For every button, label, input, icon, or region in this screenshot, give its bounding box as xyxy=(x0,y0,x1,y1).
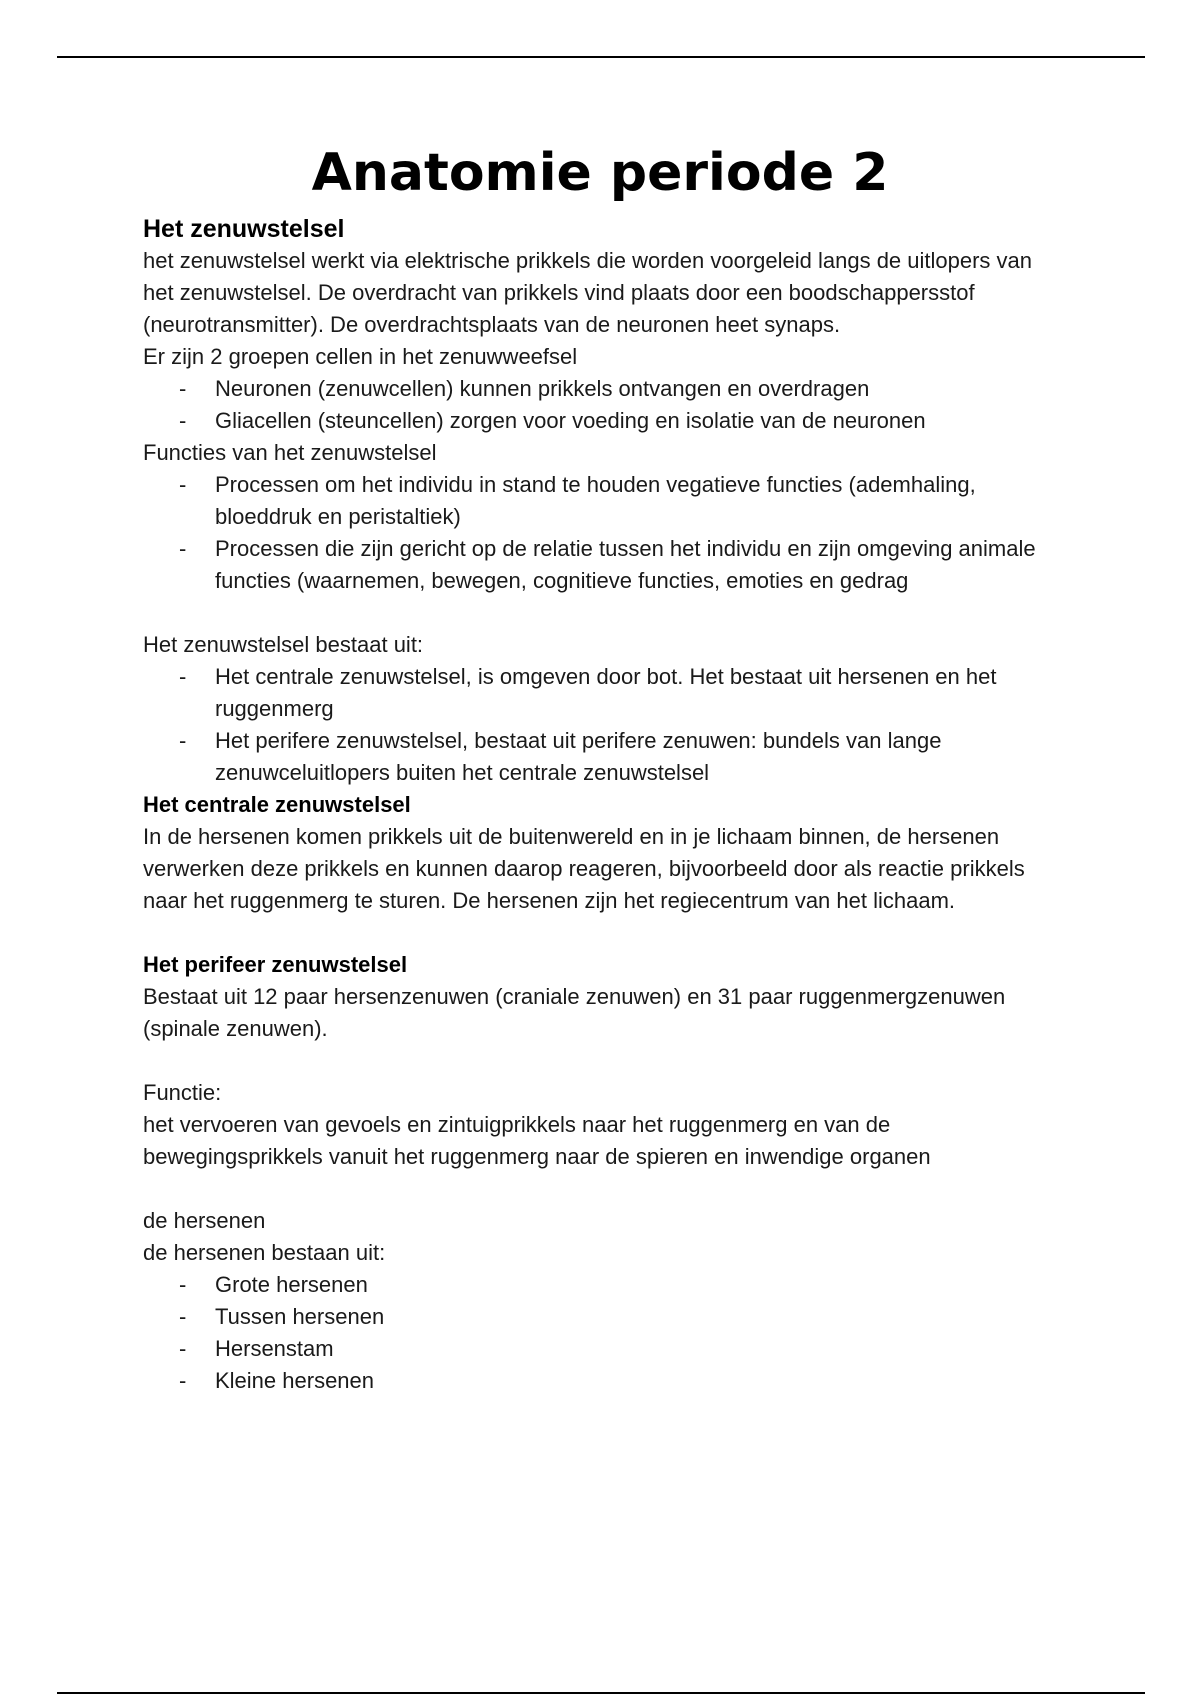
paragraph-hersenen-intro: de hersenen bestaan uit: xyxy=(143,1240,386,1265)
section-heading-zenuwstelsel: Het zenuwstelsel xyxy=(143,215,345,243)
spacer xyxy=(143,917,1063,949)
list-item: - Kleine hersenen xyxy=(215,1365,1063,1397)
list-consists xyxy=(143,661,1063,789)
paragraph-function-text: het vervoeren van gevoels en zintuigprikkels naar het ruggenmerg en van de bewegingsprikkels vanuit het ruggenmerg naar de spieren en inwendige organen xyxy=(143,1112,931,1169)
section-heading-centraal: Het centrale zenuwstelsel xyxy=(143,792,411,817)
paragraph-hersenen-heading: de hersenen xyxy=(143,1208,266,1233)
list-item: - Het centrale zenuwstelsel, is omgeven door bot. Het bestaat uit hersenen en het ruggenmerg xyxy=(215,661,1063,725)
list-item: - Tussen hersenen xyxy=(215,1301,1063,1333)
section-heading-perifeer: Het perifeer zenuwstelsel xyxy=(143,952,408,977)
paragraph-consists-intro: Het zenuwstelsel bestaat uit: xyxy=(143,632,424,657)
spacer xyxy=(143,597,1063,629)
paragraph-zenuwstelsel-intro: het zenuwstelsel werkt via elektrische prikkels die worden voorgeleid langs de uitlopers van het zenuwstelsel. De overdracht van prikkels vind plaats door een boodschappersstof (neurotransmitter). De overdrachtsplaats van de neuronen heet synaps. xyxy=(143,248,1033,337)
paragraph-functions-intro: Functies van het zenuwstelsel xyxy=(143,440,437,465)
list-item: - Processen om het individu in stand te houden vegatieve functies (ademhaling, bloeddruk en peristaltiek) xyxy=(215,469,1063,533)
paragraph-function-label: Functie: xyxy=(143,1080,222,1105)
list-hersenen-parts xyxy=(143,1269,1063,1397)
spacer xyxy=(143,1045,1063,1077)
list-item: - Gliacellen (steuncellen) zorgen voor voeding en isolatie van de neuronen xyxy=(215,405,1063,437)
list-functions xyxy=(143,469,1063,597)
list-item: - Neuronen (zenuwcellen) kunnen prikkels ontvangen en overdragen xyxy=(215,373,1063,405)
page-title: Anatomie periode 2 xyxy=(311,143,889,203)
paragraph-centraal: In de hersenen komen prikkels uit de buitenwereld en in je lichaam binnen, de hersenen verwerken deze prikkels en kunnen daarop reageren, bijvoorbeeld door als reactie prikkels naar het ruggenmerg te sturen. De hersenen zijn het regiecentrum van het lichaam. xyxy=(143,824,1025,913)
list-item: - Processen die zijn gericht op de relatie tussen het individu en zijn omgeving animale functies (waarnemen, bewegen, cognitieve functies, emoties en gedrag xyxy=(215,533,1063,597)
paragraph-perifeer: Bestaat uit 12 paar hersenzenuwen (craniale zenuwen) en 31 paar ruggenmergzenuwen (spinale zenuwen). xyxy=(143,984,1006,1041)
list-item: - Het perifere zenuwstelsel, bestaat uit perifere zenuwen: bundels van lange zenuwceluitlopers buiten het centrale zenuwstelsel xyxy=(215,725,1063,789)
spacer xyxy=(143,1173,1063,1205)
paragraph-cell-groups-intro: Er zijn 2 groepen cellen in het zenuwweefsel xyxy=(143,344,578,369)
list-item: - Grote hersenen xyxy=(215,1269,1063,1301)
page-bottom-rule xyxy=(57,1692,1145,1694)
list-item: - Hersenstam xyxy=(215,1333,1063,1365)
list-cell-groups xyxy=(143,373,1063,437)
page-top-rule xyxy=(57,56,1145,58)
document-body xyxy=(143,213,1063,1397)
